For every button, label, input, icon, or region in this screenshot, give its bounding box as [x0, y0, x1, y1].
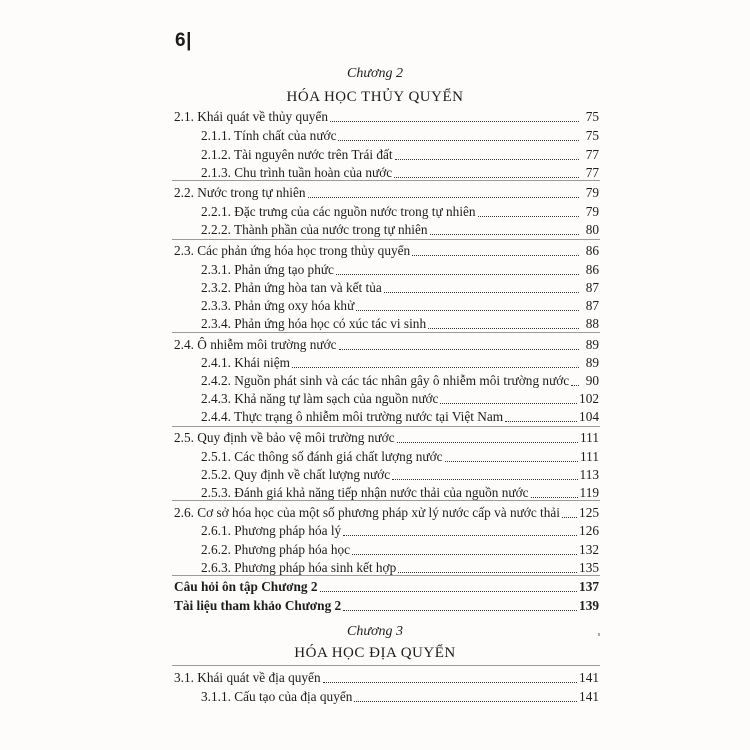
toc-entry-page: 111 — [580, 430, 599, 445]
toc-entry — [201, 372, 599, 390]
toc-entry-title: 2.3.2. Phản ứng hòa tan và kết tủa — [201, 280, 382, 295]
toc-entry-page: 79 — [585, 185, 599, 200]
dot-leader — [354, 700, 577, 702]
toc-entry — [201, 408, 599, 426]
page-number: 6| — [175, 30, 192, 51]
section-divider — [172, 500, 600, 501]
toc-entry — [174, 242, 599, 260]
dot-leader — [440, 402, 577, 404]
toc-entry-title: 2.3.1. Phản ứng tạo phức — [201, 262, 334, 277]
toc-entry-title: 2.2.2. Thành phần của nước trong tự nhiên — [201, 222, 428, 237]
dot-leader — [505, 420, 577, 422]
toc-entry-page: 135 — [579, 560, 599, 575]
dot-leader — [343, 609, 577, 611]
toc-entry-page: 77 — [585, 165, 599, 180]
section-divider — [172, 575, 600, 576]
toc-entry-title: 2.5. Quy định về bảo vệ môi trường nước — [174, 430, 395, 445]
toc-entry-page: 111 — [580, 449, 599, 464]
toc-entry-title: 2.1.2. Tài nguyên nước trên Trái đất — [201, 147, 393, 162]
toc-entry — [201, 127, 599, 145]
chapter-2-title: HÓA HỌC THỦY QUYỂN — [286, 89, 464, 105]
toc-entry — [174, 184, 599, 202]
dot-leader — [338, 139, 579, 141]
dot-leader — [412, 254, 579, 256]
toc-entry-page: 137 — [579, 579, 599, 594]
toc-entry-page: 75 — [585, 109, 599, 124]
section-divider — [172, 180, 600, 181]
toc-entry — [201, 315, 599, 333]
toc-entry — [201, 466, 599, 484]
toc-entry-page: 102 — [579, 391, 599, 406]
toc-entry-title: 2.1.3. Chu trình tuần hoàn của nước — [201, 165, 393, 180]
toc-entry-title: 2.3. Các phản ứng hóa học trong thủy quyển — [174, 243, 411, 258]
toc-entry-page: 113 — [579, 467, 599, 482]
toc-entry-page: 75 — [585, 128, 599, 143]
toc-entry — [201, 688, 599, 706]
toc-entry-title: 2.2. Nước trong tự nhiên — [174, 185, 306, 200]
toc-entry-page: 132 — [579, 542, 599, 557]
toc-entry — [201, 146, 599, 164]
toc-entry-title: 2.4.3. Khả năng tự làm sạch của nguồn nước — [201, 391, 439, 406]
toc-entry-title: 2.4.4. Thực trạng ô nhiễm môi trường nước tại Việt Nam — [201, 409, 504, 424]
dot-leader — [397, 441, 579, 443]
chapter-2-label: Chương 2 — [347, 66, 403, 81]
chapter-3-label: Chương 3 — [347, 624, 403, 639]
toc-entry-page: 89 — [585, 355, 599, 370]
toc-entry — [201, 203, 599, 221]
toc-entry-title: 2.6.1. Phương pháp hóa lý — [201, 523, 342, 538]
dot-leader — [352, 553, 577, 555]
toc-entry-title: 2.4. Ô nhiễm môi trường nước — [174, 337, 337, 352]
dot-leader — [394, 176, 579, 178]
dot-leader — [398, 571, 577, 573]
toc-entry-page: 125 — [579, 505, 599, 520]
toc-entry-title: 2.6.2. Phương pháp hóa học — [201, 542, 351, 557]
toc-entry — [201, 221, 599, 239]
toc-entry-title: 2.6. Cơ sở hóa học của một số phương pháp xử lý nước cấp và nước thải — [174, 505, 560, 520]
dot-leader — [428, 327, 579, 329]
toc-entry-page: 139 — [579, 598, 599, 613]
toc-entry-page: 141 — [579, 689, 599, 704]
toc-entry-title: 2.4.2. Nguồn phát sinh và các tác nhân gây ô nhiễm môi trường nước — [201, 373, 570, 388]
toc-entry-page: 90 — [585, 373, 599, 388]
toc-entry-page: 86 — [585, 243, 599, 258]
toc-entry — [174, 578, 599, 596]
toc-entry-page: 141 — [579, 670, 599, 685]
toc-entry — [201, 448, 599, 466]
toc-entry-title: 2.4.1. Khái niệm — [201, 355, 291, 370]
toc-entry — [201, 354, 599, 372]
toc-entry — [201, 279, 599, 297]
paper-speck — [598, 633, 600, 636]
chapter-3-title: HÓA HỌC ĐỊA QUYỂN — [294, 645, 456, 661]
toc-entry-title: 2.1. Khái quát về thủy quyển — [174, 109, 328, 124]
toc-entry — [174, 669, 599, 687]
dot-leader — [339, 348, 579, 350]
toc-entry — [174, 597, 599, 615]
toc-entry — [174, 504, 599, 522]
toc-entry-page: 86 — [585, 262, 599, 277]
section-divider — [172, 239, 600, 240]
toc-entry — [201, 261, 599, 279]
dot-leader — [395, 158, 579, 160]
toc-entry-title: Tài liệu tham khảo Chương 2 — [174, 598, 342, 613]
dot-leader — [343, 534, 577, 536]
toc-entry-title: 2.5.2. Quy định về chất lượng nước — [201, 467, 391, 482]
dot-leader — [445, 460, 578, 462]
dot-leader — [571, 384, 579, 386]
toc-entry-page: 89 — [585, 337, 599, 352]
dot-leader — [356, 309, 579, 311]
dot-leader — [562, 516, 577, 518]
dot-leader — [330, 120, 579, 122]
toc-entry — [201, 541, 599, 559]
toc-entry — [201, 297, 599, 315]
section-divider — [172, 426, 600, 427]
toc-entry-title: 2.3.4. Phản ứng hóa học có xúc tác vi sinh — [201, 316, 427, 331]
dot-leader — [323, 681, 577, 683]
toc-entry — [201, 390, 599, 408]
toc-entry-page: 77 — [585, 147, 599, 162]
dot-leader — [336, 273, 579, 275]
toc-entry — [174, 336, 599, 354]
toc-entry-page: 119 — [579, 485, 599, 500]
dot-leader — [392, 478, 577, 480]
dot-leader — [292, 366, 579, 368]
toc-entry-title: 2.1.1. Tính chất của nước — [201, 128, 337, 143]
toc-entry-page: 80 — [585, 222, 599, 237]
dot-leader — [531, 496, 578, 498]
toc-entry-title: 2.5.3. Đánh giá khả năng tiếp nhận nước thải của nguồn nước — [201, 485, 529, 500]
dot-leader — [478, 215, 579, 217]
toc-entry-page: 87 — [585, 280, 599, 295]
toc-entry-page: 79 — [585, 204, 599, 219]
toc-entry — [174, 429, 599, 447]
dot-leader — [320, 590, 577, 592]
toc-entry-page: 126 — [579, 523, 599, 538]
toc-entry-title: 3.1. Khái quát về địa quyển — [174, 670, 321, 685]
dot-leader — [430, 233, 579, 235]
toc-entry-title: Câu hỏi ôn tập Chương 2 — [174, 579, 318, 594]
toc-entry-page: 104 — [579, 409, 599, 424]
dot-leader — [384, 291, 579, 293]
toc-entry-title: 3.1.1. Cấu tạo của địa quyển — [201, 689, 353, 704]
toc-entry-title: 2.3.3. Phản ứng oxy hóa khử — [201, 298, 355, 313]
toc-entry-page: 88 — [585, 316, 599, 331]
dot-leader — [308, 196, 580, 198]
toc-entry-title: 2.6.3. Phương pháp hóa sinh kết hợp — [201, 560, 397, 575]
section-divider — [172, 665, 600, 666]
section-divider — [172, 332, 600, 333]
toc-entry-title: 2.2.1. Đặc trưng của các nguồn nước trong tự nhiên — [201, 204, 476, 219]
toc-entry — [174, 108, 599, 126]
toc-entry-title: 2.5.1. Các thông số đánh giá chất lượng nước — [201, 449, 443, 464]
toc-entry-page: 87 — [585, 298, 599, 313]
toc-entry — [201, 522, 599, 540]
